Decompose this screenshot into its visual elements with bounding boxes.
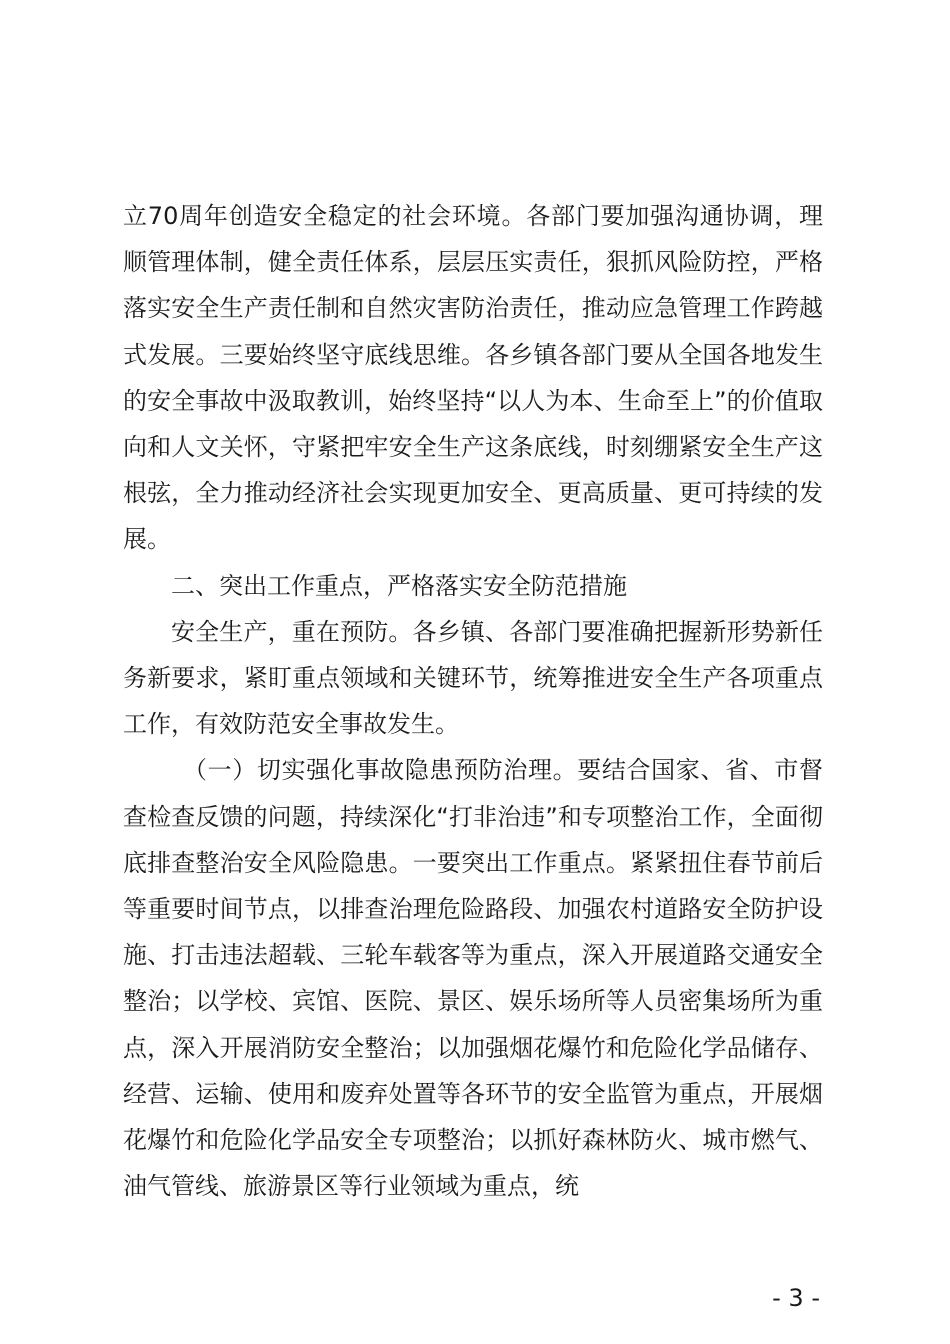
- section-heading: 二、突出工作重点，严格落实安全防范措施: [171, 571, 627, 600]
- paragraph-intro: 安全生产，重在预防。各乡镇、各部门要准确把握新形势新任务新要求，紧盯重点领域和关键环节，统筹推进安全生产各项重点工作，有效防范安全事故发生。: [123, 617, 823, 739]
- paragraph-continuation: 立70周年创造安全稳定的社会环境。各部门要加强沟通协调，理顺管理体制，健全责任体系，层层压实责任，狠抓风险防控，严格落实安全生产责任制和自然灾害防治责任，推动应急管理工作跨越式发展。三要始终坚守底线思维。各乡镇各部门要从全国各地发生的安全事故中汲取教训，始终坚持“以人为本、生命至上”的价值取向和人文关怀，守紧把牢安全生产这条底线，时刻绷紧安全生产这根弦，全力推动经济社会实现更加安全、更高质量、更可持续的发展。: [123, 202, 823, 554]
- document-body: [123, 193, 823, 1209]
- paragraph-subsection-1: （一）切实强化事故隐患预防治理。要结合国家、省、市督查检查反馈的问题，持续深化“打非治违”和专项整治工作，全面彻底排查整治安全风险隐患。一要突出工作重点。紧紧扭住春节前后等重要时间节点，以排查治理危险路段、加强农村道路安全防护设施、打击违法超载、三轮车载客等为重点，深入开展道路交通安全整治；以学校、宾馆、医院、景区、娱乐场所等人员密集场所为重点，深入开展消防安全整治；以加强烟花爆竹和危险化学品储存、经营、运输、使用和废弃处置等各环节的安全监管为重点，开展烟花爆竹和危险化学品安全专项整治；以抓好森林防火、城市燃气、油气管线、旅游景区等行业领域为重点，统: [123, 756, 823, 1201]
- page-number: - 3 -: [772, 1284, 820, 1312]
